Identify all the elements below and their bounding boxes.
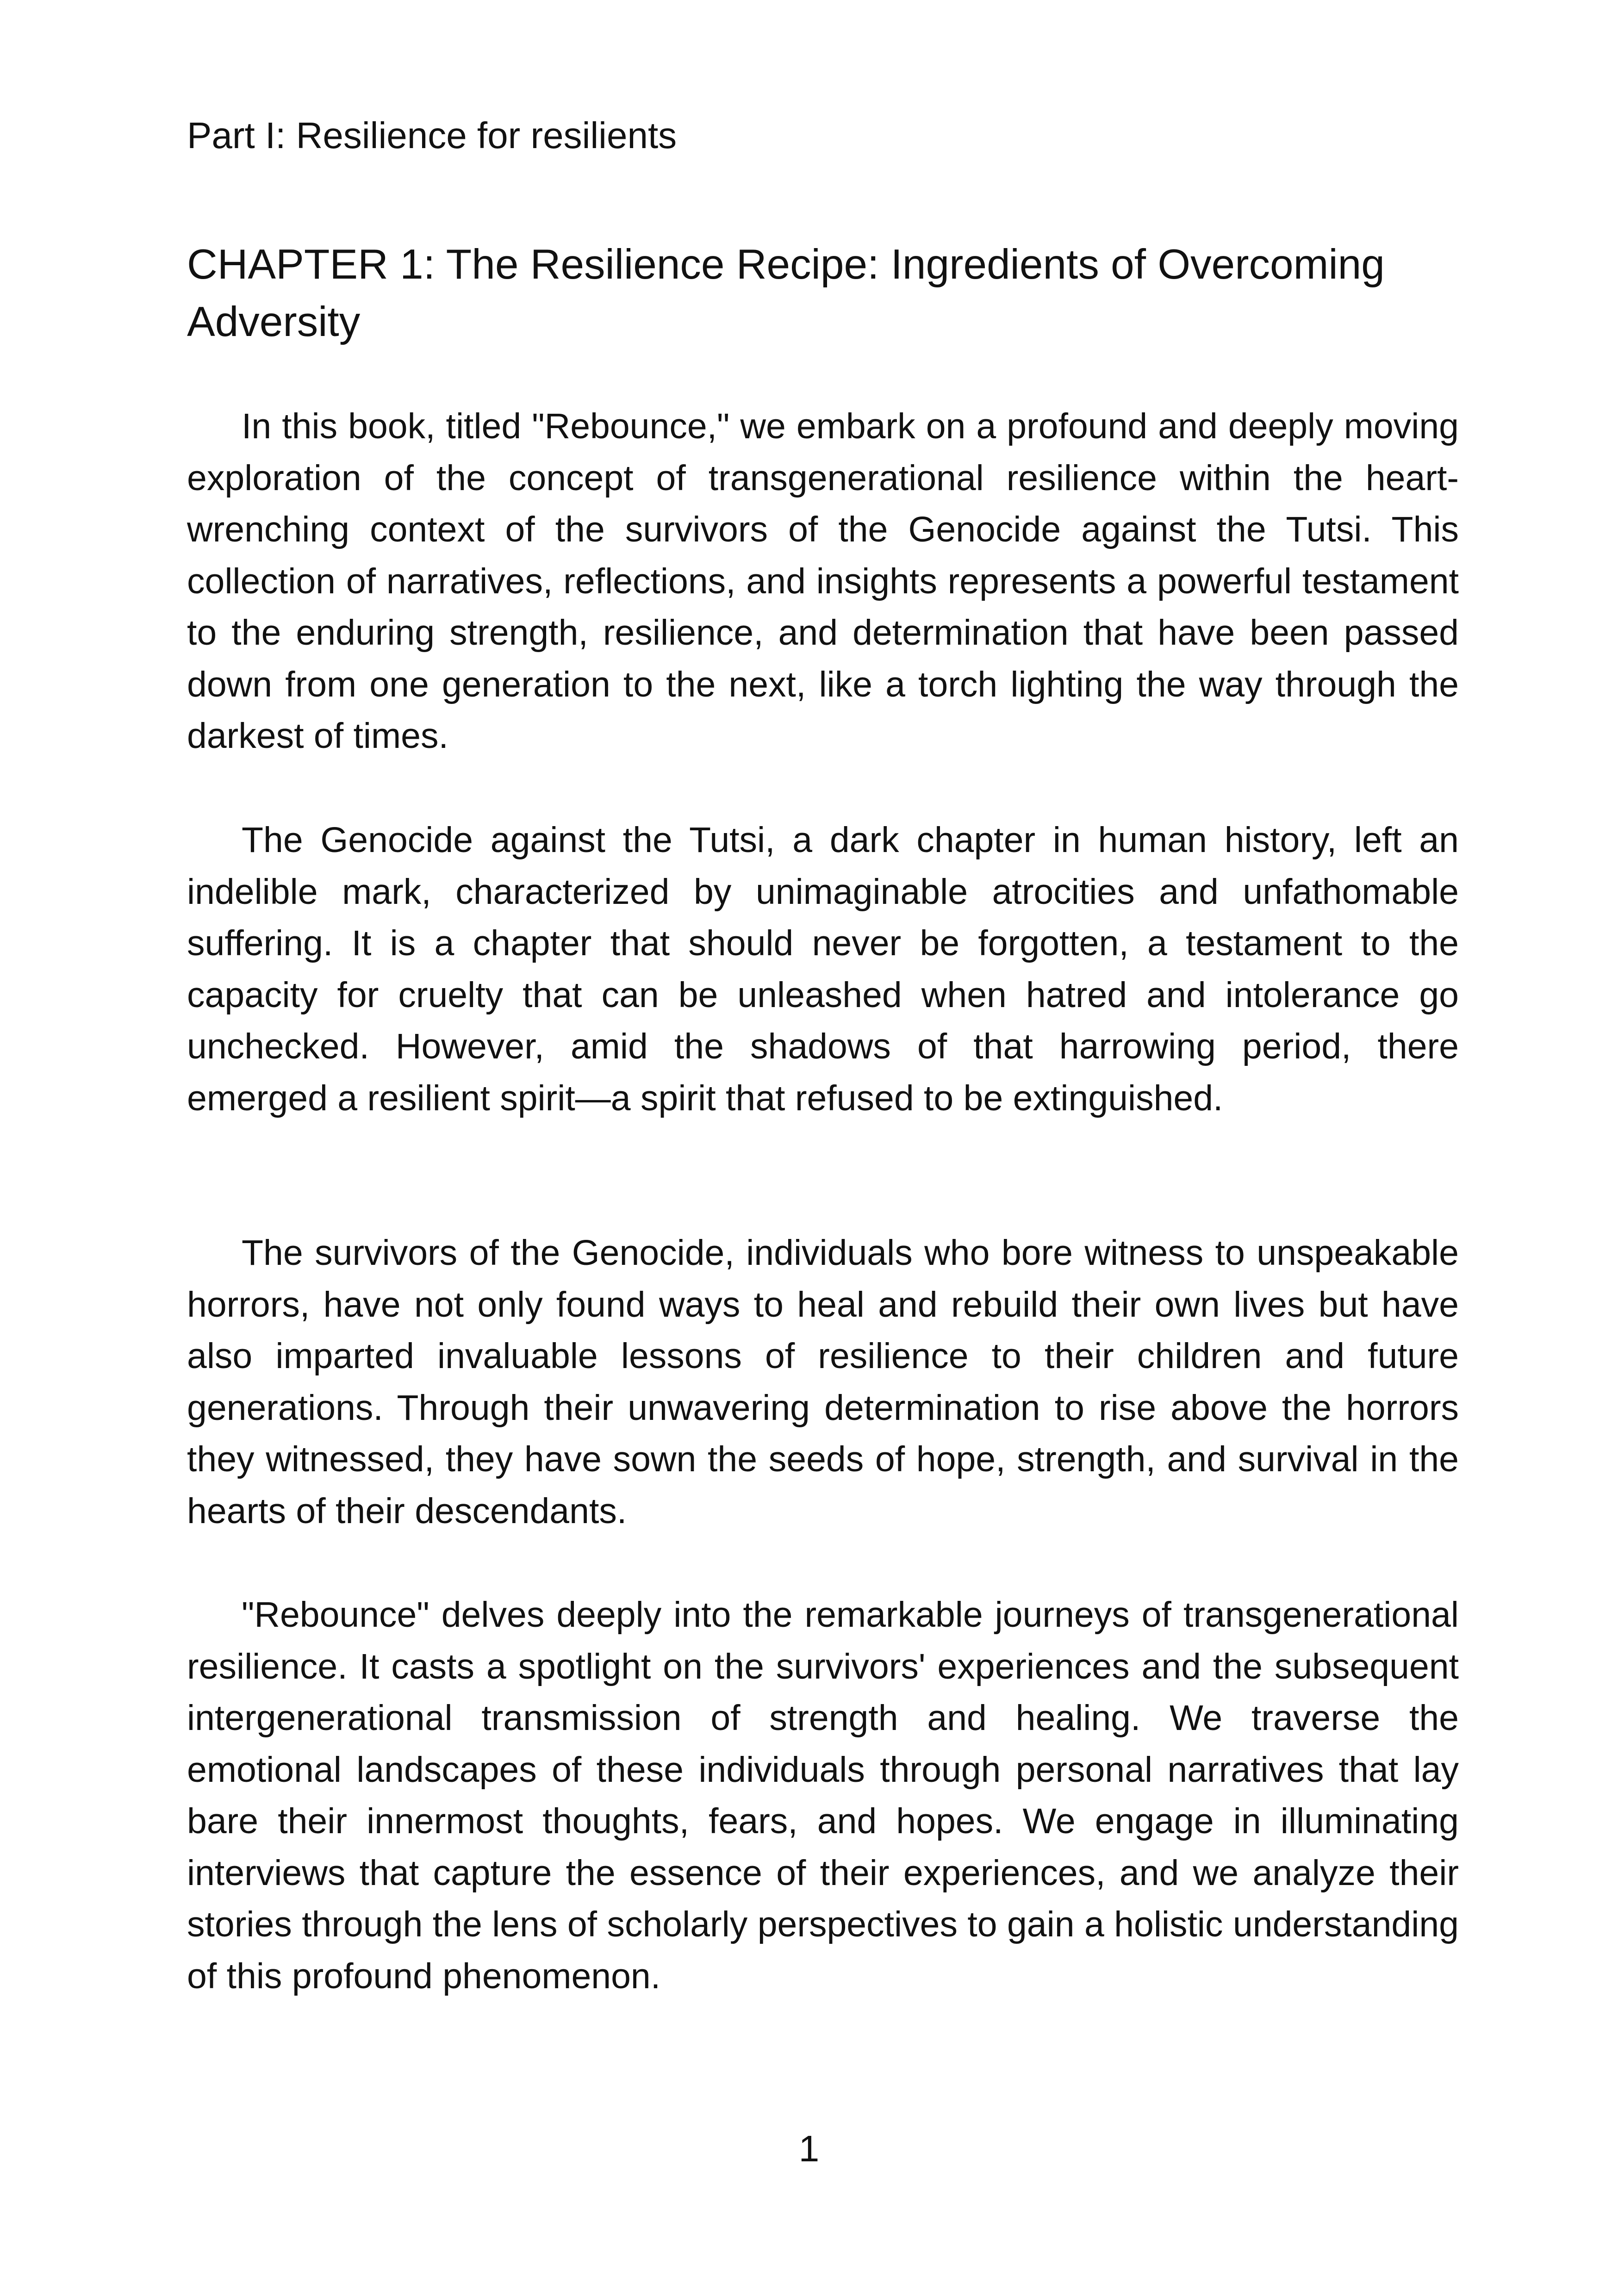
part-title: Part I: Resilience for resilients — [187, 115, 677, 156]
paragraph: In this book, titled "Rebounce," we embark on a profound and deeply moving exploration of the concept of transgenerational resilience within the heart-wrenching context of the survivors of the Genocide against the Tutsi. This collection of narratives, reflections, and insights represents a powerful testament to the enduring strength, resilience, and determination that have been passed down from one generation to the next, like a torch lighting the way through the darkest of times. — [187, 406, 1459, 756]
paragraph-block — [187, 1227, 1459, 1537]
paragraph-block — [187, 815, 1459, 1124]
paragraph-block — [187, 401, 1459, 762]
paragraph: The survivors of the Genocide, individuals who bore witness to unspeakable horrors, have not only found ways to heal and rebuild their own lives but have also imparted invaluable lessons of resilience to their children and future generations. Through their unwavering determination to rise above the horrors they witnessed, they have sown the seeds of hope, strength, and survival in the hearts of their descendants. — [187, 1233, 1459, 1531]
paragraph: "Rebounce" delves deeply into the remarkable journeys of transgenerational resilience. It casts a spotlight on the survivors' experiences and the subsequent intergenerational transmission of strength and healing. We traverse the emotional landscapes of these individuals through personal narratives that lay bare their innermost thoughts, fears, and hopes. We engage in illuminating interviews that capture the essence of their experiences, and we analyze their stories through the lens of scholarly perspectives to gain a holistic understanding of this profound phenomenon. — [187, 1595, 1459, 1996]
paragraph-block — [187, 1589, 1459, 2002]
page-number: 1 — [798, 2128, 820, 2169]
chapter-title: CHAPTER 1: The Resilience Recipe: Ingredients of Overcoming Adversity — [187, 241, 1385, 345]
paragraph: The Genocide against the Tutsi, a dark chapter in human history, left an indelible mark, characterized by unimaginable atrocities and unfathomable suffering. It is a chapter that should never be forgotten, a testament to the capacity for cruelty that can be unleashed when hatred and intolerance go unchecked. However, amid the shadows of that harrowing period, there emerged a resilient spirit—a spirit that refused to be extinguished. — [187, 820, 1459, 1118]
